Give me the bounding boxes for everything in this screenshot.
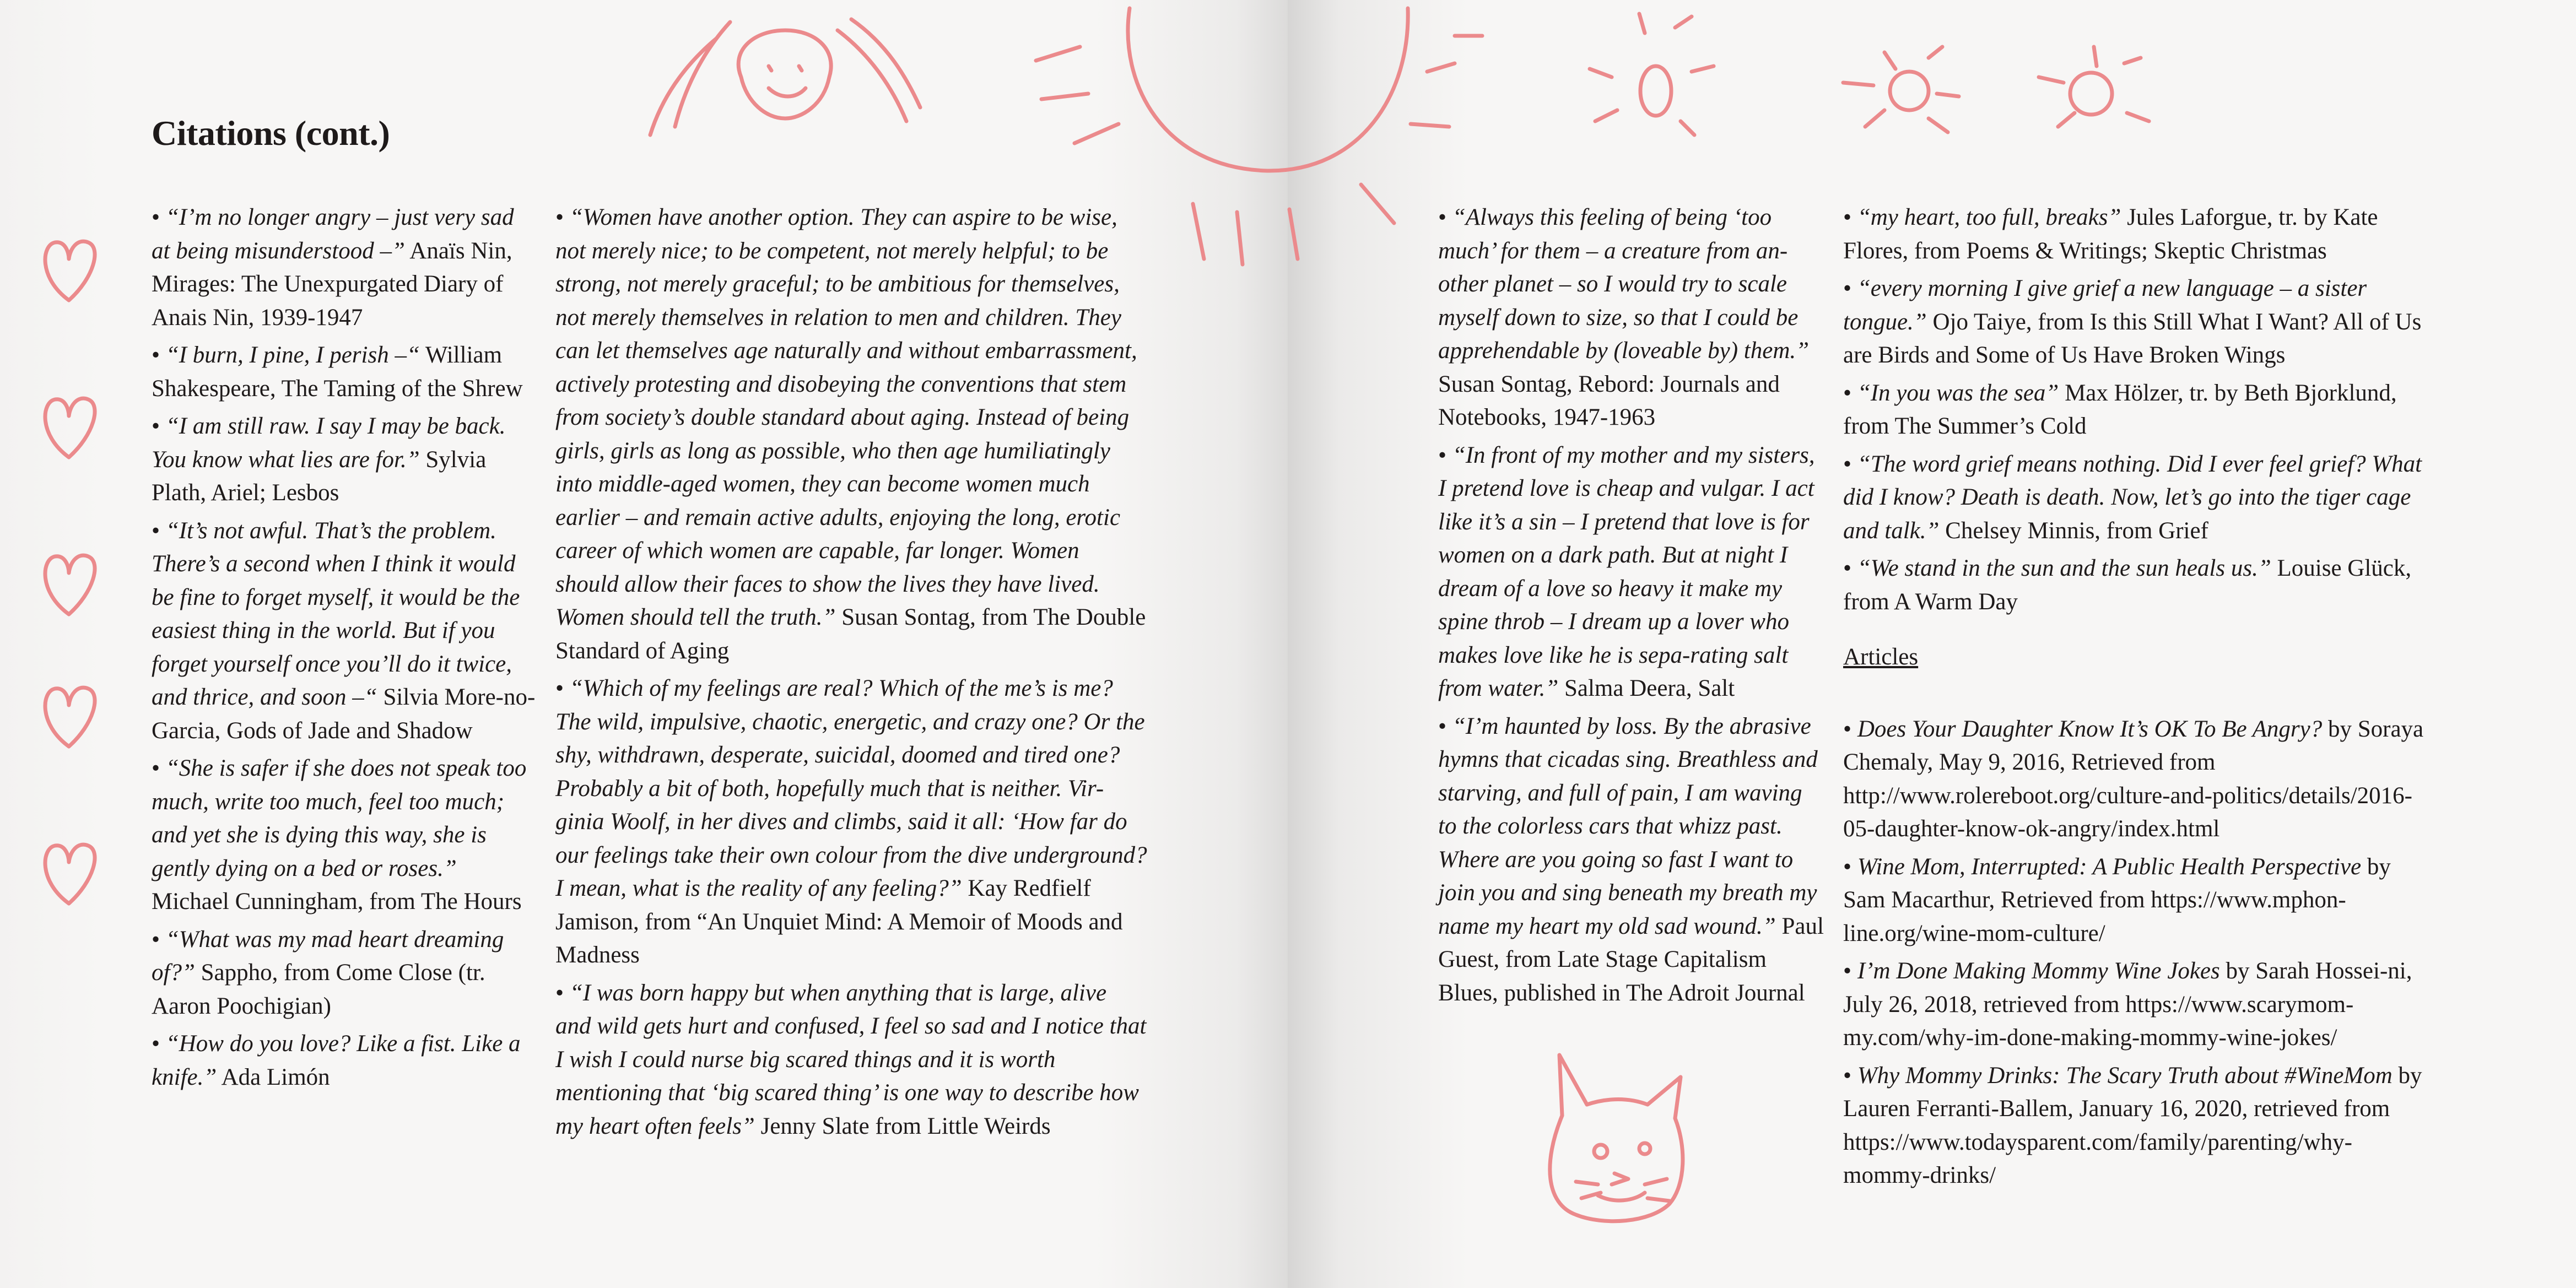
source-text: Max Hölzer, tr. by Beth Bjorklund, from The Summer’s Cold	[1843, 380, 2397, 439]
source-text: Jenny Slate from Little Weirds	[760, 1113, 1051, 1139]
article-source: by Soraya Chemaly, May 9, 2016, Retrieved from http://www.rolereboot.org/culture-and-politics/details/2016-05-daughter-know-ok-angry/index.html	[1843, 716, 2424, 842]
citation-item	[1843, 201, 2435, 268]
article-source: by Sam Macarthur, Retrieved from https://www.mphon-line.org/wine-mom-culture/	[1843, 853, 2391, 946]
source-text: Jules Laforgue, tr. by Kate Flores, from Poems & Writings; Skeptic Christmas	[1843, 204, 2378, 264]
article-title: Why Mommy Drinks: The Scary Truth about #WineMom	[1857, 1062, 2393, 1089]
citations-column-4	[1843, 201, 2435, 1197]
citations-column-3	[1438, 201, 1824, 1014]
heart-icon	[45, 241, 95, 300]
page-title: Citations (cont.)	[152, 113, 390, 153]
article-source: by Sarah Hossei-ni, July 26, 2018, retrieved from https://www.scarymom-my.com/why-im-done-making-mommy-wine-jokes/	[1843, 958, 2412, 1051]
citation-item	[152, 923, 537, 1024]
quote-text: “We stand in the sun and the sun heals us.”	[1857, 555, 2271, 581]
article-item	[1843, 955, 2435, 1055]
quote-text: “Women have another option. They can aspire to be wise, not merely nice; to be competent, not merely helpful; to be strong, not merely graceful; to be ambitious for themselves, not merely themselves in relation to men and children. They can let themselves age naturally and without embarrassment, actively protesting and disobeying the conventions that stem from society’s double standard about aging. Instead of being girls, girls as long as possible, who then age humiliatingly into middle-aged women, they can become women much earlier – and remain active adults, enjoying the long, erotic career of which women are capable, far longer. Women should allow their faces to show the lives they have lived. Women should tell the truth.”	[555, 204, 1137, 630]
quote-text: “Which of my feelings are real? Which of the me’s is me?The wild, impulsive, chaotic, energetic, and crazy one? Or the shy, withdrawn, desperate, suicidal, doomed and tired one? Probably a bit of both, hopefully much that is neither. Vir-ginia Woolf, in her dives and climbs, said it all: ‘How far do our feelings take their own colour from the dive underground? I mean, what is the reality of any feeling?”	[555, 675, 1147, 901]
source-text: Kay Redfielf Jamison, from “An Unquiet Mind: A Memoir of Moods and Madness	[555, 875, 1123, 968]
citation-item	[1843, 377, 2435, 443]
quote-text: “The word grief means nothing. Did I ever feel grief? What did I know? Death is death. Now, let’s go into the tiger cage and talk.”	[1843, 451, 2422, 544]
citation-item	[1438, 710, 1824, 1010]
source-text: Sappho, from Come Close (tr. Aaron Poochigian)	[152, 960, 485, 1019]
source-text: Sylvia Plath, Ariel; Lesbos	[152, 446, 487, 506]
article-item	[1843, 851, 2435, 951]
citation-item	[1438, 201, 1824, 435]
quote-text: “In front of my mother and my sisters, I pretend love is cheap and vulgar. I act like it’s a sin – I pretend that love is for women on a dark path. But at night I dream of a love so heavy it make my spine throb – I dream up a lover who makes love like he is sepa-rating salt from water.”	[1438, 442, 1815, 701]
source-text: Michael Cunningham, from The Hours	[152, 889, 522, 914]
quote-text: “my heart, too full, breaks”	[1857, 204, 2121, 230]
citation-item	[555, 977, 1148, 1144]
quote-text: “How do you love? Like a fist. Like a knife.”	[152, 1031, 521, 1090]
girl-face-icon	[650, 19, 920, 135]
citation-item	[152, 515, 537, 748]
article-title: Does Your Daughter Know It’s OK To Be Angry?	[1857, 716, 2323, 742]
source-text: Susan Sontag, from The Double Standard of Aging	[555, 604, 1146, 664]
small-sun-icon	[1455, 14, 1714, 135]
quote-text: “every morning I give grief a new language – a sister tongue.”	[1843, 275, 2367, 335]
quote-text: “I’m no longer angry – just very sad at being misunderstood –”	[152, 204, 514, 264]
citation-item	[152, 1027, 537, 1094]
source-text: Chelsey Minnis, from Grief	[1945, 517, 2208, 544]
article-title: I’m Done Making Mommy Wine Jokes	[1857, 958, 2220, 984]
citation-item	[152, 410, 537, 510]
quote-text: “It’s not awful. That’s the problem. There’s a second when I think it would be fine to forget myself, it would be the easiest thing in the world. But if you forget yourself once you’ll do it twice, and thrice, and soon –“	[152, 517, 520, 710]
source-text: Anaïs Nin, Mirages: The Unexpurgated Diary of Anais Nin, 1939-1947	[152, 237, 512, 331]
article-source: by Lauren Ferranti-Ballem, January 16, 2020, retrieved from https://www.todaysparent.com/family/parenting/why-mommy-drinks/	[1843, 1062, 2422, 1188]
citation-item	[152, 339, 537, 405]
article-item	[1843, 1059, 2435, 1193]
citation-item	[152, 752, 537, 919]
source-text: Silvia More-no-Garcia, Gods of Jade and Shadow	[152, 684, 536, 744]
citation-item	[1843, 552, 2435, 619]
heart-icon	[45, 688, 95, 746]
quote-text: “I’m haunted by loss. By the abrasive hymns that cicadas sing. Breathless and starving, and full of pain, I am waving to the colorless cars that whizz past. Where are you going so fast I want to join you and sing beneath my breath my name my heart my old sad wound.”	[1438, 713, 1818, 939]
article-item	[1843, 713, 2435, 846]
heart-icon	[45, 845, 95, 903]
source-text: Salma Deera, Salt	[1564, 675, 1735, 701]
source-text: Louise Glück, from A Warm Day	[1843, 555, 2412, 615]
source-text: Ada Limón	[221, 1064, 330, 1090]
citation-item	[152, 201, 537, 334]
quote-text: “She is safer if she does not speak too much, write too much, feel too much; and yet she is dying this way, she is gently dying on a bed or roses.”	[152, 755, 527, 881]
heart-icon	[45, 398, 95, 457]
small-sun-icon	[1843, 47, 1959, 132]
quote-text: “I am still raw. I say I may be back. You know what lies are for.”	[152, 413, 506, 473]
heart-icon	[45, 555, 95, 614]
citations-column-2	[555, 201, 1148, 1148]
source-text: William Shakespeare, The Taming of the Shrew	[152, 342, 523, 402]
quote-text: “I burn, I pine, I perish –“	[165, 342, 420, 368]
citation-item	[1843, 272, 2435, 372]
source-text: Susan Sontag, Rebord: Journals and Notebooks, 1947-1963	[1438, 371, 1780, 430]
cat-face-icon	[1550, 1055, 1683, 1221]
quote-text: “What was my mad heart dreaming of?”	[152, 926, 504, 986]
citation-item	[1843, 448, 2435, 548]
article-title: Wine Mom, Interrupted: A Public Health Perspective	[1857, 853, 2362, 880]
source-text: Ojo Taiye, from Is this Still What I Want? All of Us are Birds and Some of Us Have Broken Wings	[1843, 309, 2422, 368]
quote-text: “I was born happy but when anything that is large, alive and wild gets hurt and confused, I feel so sad and I notice that I wish I could nurse big scared things and it is worth mentioning that ‘big scared thing’ is one way to describe how my heart often feels”	[555, 979, 1147, 1139]
citations-column-1	[152, 201, 537, 1098]
small-sun-icon	[2039, 47, 2149, 127]
citation-item	[1438, 439, 1824, 706]
articles-heading: Articles	[1843, 644, 1919, 670]
citation-item	[555, 672, 1148, 972]
source-text: Paul Guest, from Late Stage Capitalism Blues, published in The Adroit Journal	[1438, 913, 1824, 1006]
quote-text: “Always this feeling of being ‘too much’ for them – a creature from an-other planet – so I would try to scale myself down to size, so that I could be apprehendable by (loveable by) them.”	[1438, 204, 1810, 364]
citation-item	[555, 201, 1148, 668]
quote-text: “In you was the sea”	[1857, 380, 2059, 406]
